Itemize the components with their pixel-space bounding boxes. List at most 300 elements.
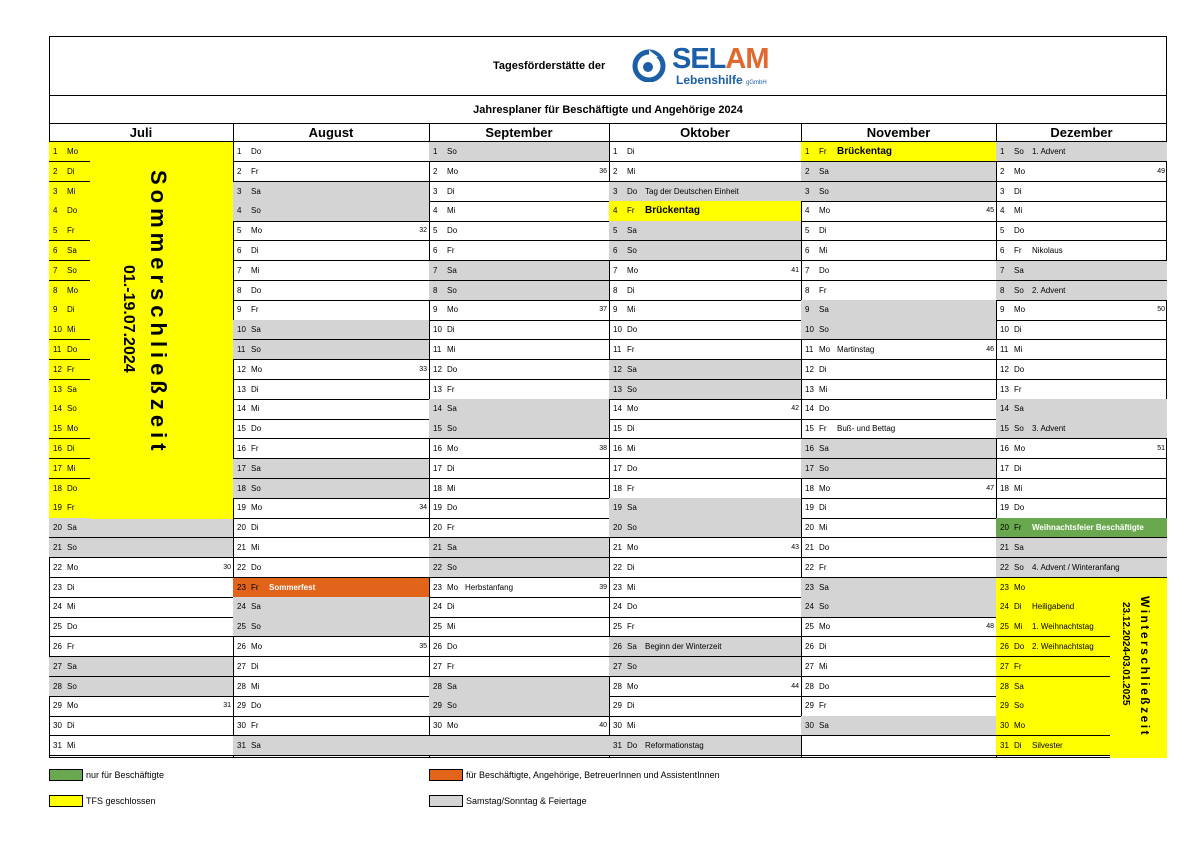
legend-swatch	[429, 769, 463, 781]
day-cell	[49, 637, 233, 657]
weekday: Mi	[447, 206, 456, 216]
day-cell	[233, 281, 429, 301]
day-number: 22	[613, 562, 622, 572]
day-cell	[429, 399, 609, 419]
week-number: 48	[986, 623, 994, 631]
weekday: Di	[251, 246, 259, 255]
weekday: Sa	[67, 661, 77, 671]
weekday: Sa	[447, 681, 457, 691]
weekday: Fr	[819, 424, 827, 434]
day-cell	[996, 201, 1167, 221]
day-number: 3	[613, 186, 618, 196]
day-cell	[996, 360, 1167, 380]
weekday: Mo	[819, 483, 831, 493]
day-cell	[609, 657, 801, 677]
day-cell	[233, 419, 429, 439]
day-number: 15	[805, 424, 814, 434]
day-cell	[429, 439, 609, 459]
day-number: 2	[1000, 166, 1005, 176]
day-number: 30	[237, 721, 246, 731]
day-cell	[233, 637, 429, 657]
day-number: 19	[613, 503, 622, 513]
day-number: 2	[53, 166, 58, 176]
day-cell	[609, 201, 801, 221]
drop-logo-icon	[632, 48, 666, 82]
day-number: 28	[613, 681, 622, 691]
weekday: So	[447, 285, 457, 295]
weekday: Mi	[819, 661, 828, 671]
week-number: 49	[1157, 167, 1165, 175]
weekday: So	[1014, 147, 1024, 156]
weekday: Di	[1014, 602, 1022, 612]
weekday: Mi	[251, 404, 260, 414]
day-cell	[49, 617, 233, 637]
day-cell	[801, 419, 996, 439]
weekday: Mi	[819, 523, 828, 533]
weekday: Do	[627, 602, 638, 612]
weekday: Fr	[67, 503, 75, 513]
weekday: Do	[251, 285, 262, 295]
day-number: 28	[237, 681, 246, 691]
weekday: Mo	[67, 285, 79, 295]
weekday: So	[251, 622, 261, 632]
day-cell	[996, 518, 1167, 538]
weekday: Do	[67, 345, 78, 354]
weekday: Mo	[1014, 721, 1026, 731]
weekday: Fr	[819, 147, 827, 156]
day-number: 1	[433, 147, 438, 156]
weekday: Fr	[819, 701, 827, 711]
legend-swatch	[49, 795, 83, 807]
weekday: So	[447, 562, 457, 572]
weekday: Di	[819, 642, 827, 651]
day-number: 19	[237, 503, 246, 513]
weekday: Do	[67, 206, 78, 216]
weekday: So	[1014, 701, 1024, 711]
day-number: 17	[53, 463, 62, 473]
day-number: 25	[237, 622, 246, 632]
weekday: Sa	[251, 463, 261, 473]
weekday: Fr	[251, 444, 259, 453]
day-cell	[233, 261, 429, 281]
day-number: 12	[613, 364, 622, 374]
weekday: Di	[627, 285, 635, 295]
day-cell	[996, 320, 1167, 340]
day-number: 24	[1000, 602, 1009, 612]
weekday: Di	[447, 325, 455, 335]
day-number: 5	[1000, 226, 1005, 236]
weekday: So	[67, 543, 77, 552]
day-cell	[609, 360, 801, 380]
day-cell	[996, 479, 1167, 499]
day-cell	[233, 617, 429, 637]
day-cell	[233, 479, 429, 499]
day-number: 16	[613, 444, 622, 453]
day-number: 2	[805, 166, 810, 176]
weekday: Mo	[447, 166, 459, 176]
day-note: Reformationstag	[645, 741, 704, 750]
day-cell	[233, 201, 429, 221]
day-number: 12	[53, 364, 62, 374]
week-number: 32	[419, 227, 427, 235]
day-cell	[429, 320, 609, 340]
weekday: Mi	[67, 325, 76, 335]
day-cell	[996, 498, 1167, 518]
day-cell	[233, 657, 429, 677]
day-cell	[233, 300, 429, 320]
day-number: 11	[53, 345, 62, 354]
day-number: 21	[237, 543, 246, 552]
weekday: So	[627, 661, 637, 671]
day-note: Buß- und Bettag	[837, 424, 896, 434]
day-number: 20	[237, 523, 246, 533]
header	[49, 36, 1167, 96]
weekday: Di	[627, 424, 635, 434]
day-number: 13	[1000, 384, 1009, 394]
day-cell	[49, 578, 233, 598]
day-number: 22	[433, 562, 442, 572]
day-cell	[429, 538, 609, 558]
day-number: 3	[53, 186, 58, 196]
weekday: So	[67, 404, 77, 414]
day-cell	[429, 419, 609, 439]
weekday: Sa	[819, 721, 829, 731]
month-header: Oktober	[609, 124, 801, 142]
day-cell	[233, 558, 429, 578]
day-number: 24	[613, 602, 622, 612]
day-cell	[801, 340, 996, 360]
weekday: Di	[627, 701, 635, 711]
day-cell	[233, 518, 429, 538]
weekday: Sa	[1014, 404, 1024, 414]
day-cell	[609, 281, 801, 301]
day-cell	[429, 657, 609, 677]
weekday: So	[1014, 285, 1024, 295]
day-cell	[801, 162, 996, 182]
weekday: Di	[819, 364, 827, 374]
day-number: 8	[805, 285, 810, 295]
legend-label: nur für Beschäftigte	[86, 770, 165, 780]
day-number: 30	[433, 721, 442, 731]
day-number: 5	[237, 226, 242, 236]
day-number: 6	[237, 246, 242, 255]
weekday: Fr	[447, 246, 455, 255]
day-number: 30	[1000, 721, 1009, 731]
day-number: 18	[237, 483, 246, 493]
day-number: 13	[433, 384, 442, 394]
day-cell	[609, 479, 801, 499]
weekday: Mi	[251, 543, 260, 552]
day-number: 16	[53, 444, 62, 453]
day-number: 20	[805, 523, 814, 533]
day-cell	[996, 162, 1167, 182]
weekday: Mi	[819, 384, 828, 394]
day-cell	[233, 736, 429, 756]
day-cell	[49, 657, 233, 677]
weekday: Sa	[251, 602, 261, 612]
weekday: Mi	[627, 305, 636, 315]
day-number: 9	[53, 305, 58, 315]
weekday: Do	[251, 424, 262, 434]
weekday: Di	[1014, 463, 1022, 473]
day-number: 6	[613, 246, 618, 255]
day-cell	[429, 182, 609, 202]
week-number: 40	[599, 722, 607, 730]
weekday: Di	[67, 305, 75, 315]
day-cell	[429, 518, 609, 538]
legend-label: Samstag/Sonntag & Feiertage	[466, 796, 587, 806]
weekday: Sa	[251, 325, 261, 335]
day-number: 5	[613, 226, 618, 236]
day-number: 9	[805, 305, 810, 315]
day-number: 4	[237, 206, 242, 216]
weekday: Sa	[819, 444, 829, 453]
weekday: Do	[67, 622, 78, 632]
day-cell	[996, 261, 1167, 281]
day-note: 3. Advent	[1032, 424, 1066, 434]
winter-closure-label	[1112, 592, 1167, 742]
weekday: Fr	[1014, 246, 1022, 255]
weekday: Mi	[627, 444, 636, 453]
week-number: 47	[986, 484, 994, 492]
weekday: Mi	[67, 741, 76, 750]
day-number: 11	[237, 345, 246, 354]
day-number: 29	[805, 701, 814, 711]
weekday: Mi	[819, 246, 828, 255]
week-number: 50	[1157, 306, 1165, 314]
summer-closure-label	[120, 170, 235, 510]
week-number: 35	[419, 643, 427, 650]
day-cell	[801, 677, 996, 697]
day-cell	[801, 142, 996, 162]
day-cell	[429, 261, 609, 281]
day-note: Heiligabend	[1032, 602, 1075, 612]
day-cell	[801, 281, 996, 301]
day-number: 18	[433, 483, 442, 493]
day-number: 30	[613, 721, 622, 731]
weekday: Sa	[67, 523, 77, 533]
weekday: Do	[819, 681, 830, 691]
day-cell	[801, 320, 996, 340]
day-note: Tag der Deutschen Einheit	[645, 186, 739, 196]
weekday: Mo	[627, 681, 639, 691]
day-number: 25	[613, 622, 622, 632]
day-cell	[429, 162, 609, 182]
day-number: 14	[613, 404, 622, 414]
day-number: 26	[1000, 642, 1009, 651]
weekday: So	[251, 483, 261, 493]
weekday: Sa	[251, 186, 261, 196]
day-cell	[801, 399, 996, 419]
day-number: 21	[613, 543, 622, 552]
weekday: Mo	[1014, 582, 1026, 592]
day-number: 23	[613, 582, 622, 592]
day-number: 4	[613, 206, 618, 216]
weekday: Sa	[627, 642, 637, 651]
day-number: 22	[805, 562, 814, 572]
day-cell	[801, 479, 996, 499]
legend-label: für Beschäftigte, Angehörige, BetreuerInnen und AssistentInnen	[466, 770, 720, 780]
weekday: Mo	[251, 226, 263, 236]
day-number: 29	[237, 701, 246, 711]
weekday: Mi	[251, 265, 260, 275]
day-number: 24	[53, 602, 62, 612]
day-number: 26	[53, 642, 62, 651]
day-number: 29	[613, 701, 622, 711]
week-number: 45	[986, 207, 994, 215]
day-cell	[609, 459, 801, 479]
weekday: Fr	[67, 226, 75, 236]
day-cell	[609, 677, 801, 697]
day-number: 15	[237, 424, 246, 434]
day-number: 10	[237, 325, 246, 335]
day-cell	[801, 221, 996, 241]
day-number: 27	[237, 661, 246, 671]
day-number: 14	[237, 404, 246, 414]
day-cell	[49, 716, 233, 736]
day-cell	[609, 578, 801, 598]
weekday: Sa	[627, 226, 637, 236]
day-number: 6	[805, 246, 810, 255]
day-cell	[609, 399, 801, 419]
day-cell	[609, 182, 801, 202]
weekday: Fr	[447, 523, 455, 533]
weekday: Fr	[251, 582, 259, 592]
weekday: Di	[67, 166, 75, 176]
weekday: Sa	[447, 543, 457, 552]
day-number: 25	[1000, 622, 1009, 632]
weekday: Mi	[447, 483, 456, 493]
weekday: Do	[627, 325, 638, 335]
day-cell	[609, 637, 801, 657]
day-number: 27	[433, 661, 442, 671]
weekday: Sa	[1014, 681, 1024, 691]
day-cell	[801, 558, 996, 578]
day-number: 23	[237, 582, 246, 592]
weekday: Fr	[1014, 523, 1022, 533]
day-number: 2	[433, 166, 438, 176]
day-number: 23	[805, 582, 814, 592]
day-number: 28	[1000, 681, 1009, 691]
day-cell	[996, 439, 1167, 459]
day-number: 1	[805, 147, 810, 156]
weekday: Mo	[1014, 444, 1026, 453]
weekday: Sa	[819, 166, 829, 176]
day-number: 4	[433, 206, 438, 216]
day-cell	[801, 518, 996, 538]
day-number: 21	[1000, 543, 1009, 552]
weekday: Fr	[251, 305, 259, 315]
day-cell	[801, 716, 996, 736]
weekday: Mi	[67, 463, 76, 473]
weekday: Sa	[67, 384, 77, 394]
week-number: 34	[419, 504, 427, 512]
weekday: Mi	[67, 602, 76, 612]
day-number: 5	[433, 226, 438, 236]
day-cell	[429, 142, 609, 162]
logo-sub-small: gGmbH	[746, 80, 767, 86]
day-number: 25	[53, 622, 62, 632]
day-number: 26	[805, 642, 814, 651]
day-number: 6	[53, 246, 58, 255]
day-cell	[49, 677, 233, 697]
day-number: 4	[805, 206, 810, 216]
day-number: 20	[53, 523, 62, 533]
day-number: 14	[433, 404, 442, 414]
logo-subtext	[676, 73, 767, 87]
weekday: Mo	[251, 364, 263, 374]
weekday: Mo	[627, 543, 639, 552]
week-number: 37	[599, 306, 607, 314]
day-number: 11	[805, 345, 814, 354]
day-number: 8	[53, 285, 58, 295]
day-number: 13	[805, 384, 814, 394]
weekday: Do	[447, 642, 458, 651]
day-cell	[609, 300, 801, 320]
month-header: November	[801, 124, 996, 142]
day-cell	[233, 162, 429, 182]
day-number: 10	[433, 325, 442, 335]
weekday: Mo	[447, 305, 459, 315]
day-note: Brückentag	[837, 146, 893, 157]
day-number: 2	[613, 166, 618, 176]
weekday: Fr	[819, 285, 827, 295]
day-number: 4	[53, 206, 58, 216]
day-cell	[801, 439, 996, 459]
weekday: Do	[251, 701, 262, 711]
day-cell	[996, 142, 1167, 162]
legend-swatch	[429, 795, 463, 807]
day-cell	[429, 558, 609, 578]
weekday: Di	[1014, 741, 1022, 750]
weekday: Do	[627, 741, 638, 750]
day-cell	[429, 380, 609, 400]
day-number: 28	[805, 681, 814, 691]
day-number: 31	[53, 741, 62, 750]
day-note: Brückentag	[645, 205, 701, 217]
weekday: So	[819, 186, 829, 196]
day-cell	[801, 182, 996, 202]
weekday: Di	[251, 523, 259, 533]
weekday: Fr	[627, 483, 635, 493]
week-number: 42	[791, 405, 799, 413]
weekday: Mo	[67, 701, 79, 711]
day-cell	[429, 241, 609, 261]
day-cell	[609, 736, 801, 756]
weekday: Di	[251, 661, 259, 671]
day-cell	[233, 320, 429, 340]
day-cell	[996, 380, 1167, 400]
day-number: 3	[805, 186, 810, 196]
weekday: Sa	[627, 364, 637, 374]
weekday: Di	[1014, 186, 1022, 196]
day-cell	[801, 201, 996, 221]
day-cell	[996, 182, 1167, 202]
day-number: 4	[1000, 206, 1005, 216]
day-cell	[996, 241, 1167, 261]
day-number: 1	[1000, 147, 1005, 156]
day-cell	[429, 617, 609, 637]
day-number: 5	[805, 226, 810, 236]
weekday: Mo	[1014, 166, 1026, 176]
weekday: Do	[627, 186, 638, 196]
weekday: Mo	[251, 503, 263, 513]
logo-sub: Lebenshilfe	[676, 73, 743, 87]
weekday: Do	[819, 265, 830, 275]
day-number: 26	[237, 642, 246, 651]
weekday: Sa	[67, 246, 77, 255]
day-number: 29	[53, 701, 62, 711]
